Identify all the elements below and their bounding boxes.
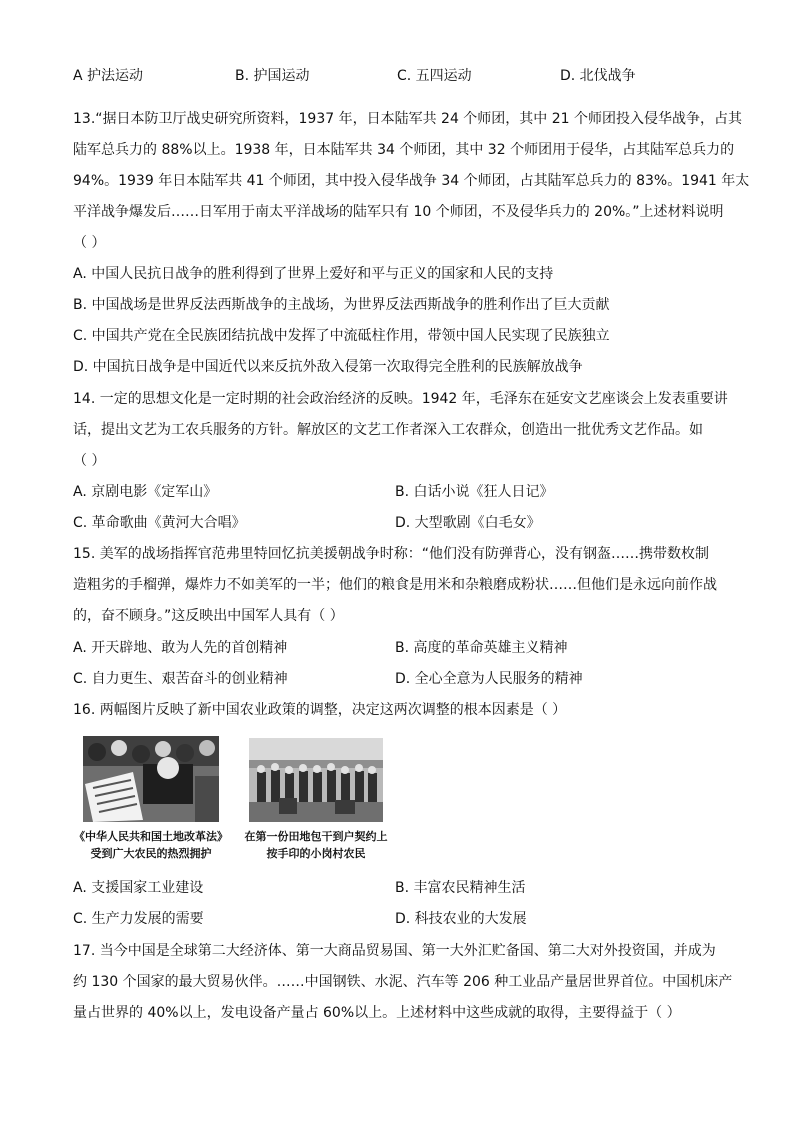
q14-option-a[interactable]: A. 京剧电影《定军山》 bbox=[73, 484, 218, 500]
q15-option-d[interactable]: D. 全心全意为人民服务的精神 bbox=[395, 671, 583, 687]
q12-option-a[interactable]: A 护法运动 bbox=[73, 68, 144, 84]
q15-stem-line: 15. 美军的战场指挥官范弗里特回忆抗美援朝战争时称：“他们没有防弹背心，没有钢盔……携带数枚制 bbox=[73, 546, 709, 562]
q14-stem-line: 话，提出文艺为工农兵服务的方针。解放区的文艺工作者深入工农群众，创造出一批优秀文艺作品。如 bbox=[73, 422, 703, 438]
q13-option-a[interactable]: A. 中国人民抗日战争的胜利得到了世界上爱好和平与正义的国家和人民的支持 bbox=[73, 266, 554, 282]
q16-option-d[interactable]: D. 科技农业的大发展 bbox=[395, 911, 527, 927]
q13-answer-blank: （ ） bbox=[73, 235, 106, 251]
q17-stem-line: 量占世界的 40%以上，发电设备产量占 60%以上。上述材料中这些成就的取得，主要得益于（ ） bbox=[73, 1005, 681, 1021]
q12-option-c[interactable]: C. 五四运动 bbox=[397, 68, 472, 84]
q12-option-d[interactable]: D. 北伐战争 bbox=[560, 68, 636, 84]
xiaogang-caption-line: 在第一份田地包干到户契约上 bbox=[244, 830, 388, 843]
q13-option-d[interactable]: D. 中国抗日战争是中国近代以来反抗外敌入侵第一次取得完全胜利的民族解放战争 bbox=[73, 359, 583, 375]
q17-stem-line: 约 130 个国家的最大贸易伙伴。……中国钢铁、水泥、汽车等 206 种工业品产量居世界首位。中国机床产 bbox=[73, 974, 733, 990]
q13-stem-line: 13.“据日本防卫厅战史研究所资料，1937 年，日本陆军共 24 个师团，其中 21 个师团投入侵华战争，占其 bbox=[73, 111, 743, 127]
q14-option-c[interactable]: C. 革命歌曲《黄河大合唱》 bbox=[73, 515, 246, 531]
xiaogang-caption-line: 按手印的小岗村农民 bbox=[266, 847, 366, 860]
xiaogang-village-photo bbox=[249, 738, 383, 822]
q16-option-b[interactable]: B. 丰富农民精神生活 bbox=[395, 880, 526, 896]
q15-option-c[interactable]: C. 自力更生、艰苦奋斗的创业精神 bbox=[73, 671, 288, 687]
q13-stem-line: 陆军总兵力的 88%以上。1938 年，日本陆军共 34 个师团，其中 32 个师团用于侵华，占其陆军总兵力的 bbox=[73, 142, 735, 158]
q12-option-b[interactable]: B. 护国运动 bbox=[235, 68, 310, 84]
q17-stem-line: 17. 当今中国是全球第二大经济体、第一大商品贸易国、第一大外汇贮备国、第二大对外投资国，并成为 bbox=[73, 943, 716, 959]
q15-stem-line: 的，奋不顾身。”这反映出中国军人具有（ ） bbox=[73, 608, 344, 624]
q16-option-a[interactable]: A. 支援国家工业建设 bbox=[73, 880, 204, 896]
q13-stem-line: 平洋战争爆发后……日军用于南太平洋战场的陆军只有 10 个师团，不及侵华兵力的 20%。”上述材料说明 bbox=[73, 204, 724, 220]
q13-option-b[interactable]: B. 中国战场是世界反法西斯战争的主战场，为世界反法西斯战争的胜利作出了巨大贡献 bbox=[73, 297, 610, 313]
q14-option-d[interactable]: D. 大型歌剧《白毛女》 bbox=[395, 515, 541, 531]
q16-stem-line: 16. 两幅图片反映了新中国农业政策的调整，决定这两次调整的根本因素是（ ） bbox=[73, 702, 567, 718]
q16-option-c[interactable]: C. 生产力发展的需要 bbox=[73, 911, 204, 927]
q14-stem-line: 14. 一定的思想文化是一定时期的社会政治经济的反映。1942 年，毛泽东在延安文艺座谈会上发表重要讲 bbox=[73, 391, 728, 407]
q13-stem-line: 94%。1939 年日本陆军共 41 个师团，其中投入侵华战争 34 个师团，占其陆军总兵力的 83%。1941 年太 bbox=[73, 173, 750, 189]
q15-option-b[interactable]: B. 高度的革命英雄主义精神 bbox=[395, 640, 568, 656]
q15-option-a[interactable]: A. 开天辟地、敢为人先的首创精神 bbox=[73, 640, 288, 656]
q14-option-b[interactable]: B. 白话小说《狂人日记》 bbox=[395, 484, 554, 500]
land-reform-photo bbox=[83, 736, 219, 822]
land-reform-caption-line: 《中华人民共和国土地改革法》 bbox=[74, 830, 228, 843]
q13-option-c[interactable]: C. 中国共产党在全民族团结抗战中发挥了中流砥柱作用，带领中国人民实现了民族独立 bbox=[73, 328, 610, 344]
q14-answer-blank: （ ） bbox=[73, 453, 106, 469]
q15-stem-line: 造粗劣的手榴弹，爆炸力不如美军的一半；他们的粮食是用米和杂粮磨成粉状……但他们是永远向前作战 bbox=[73, 577, 717, 593]
land-reform-caption-line: 受到广大农民的热烈拥护 bbox=[90, 847, 212, 860]
